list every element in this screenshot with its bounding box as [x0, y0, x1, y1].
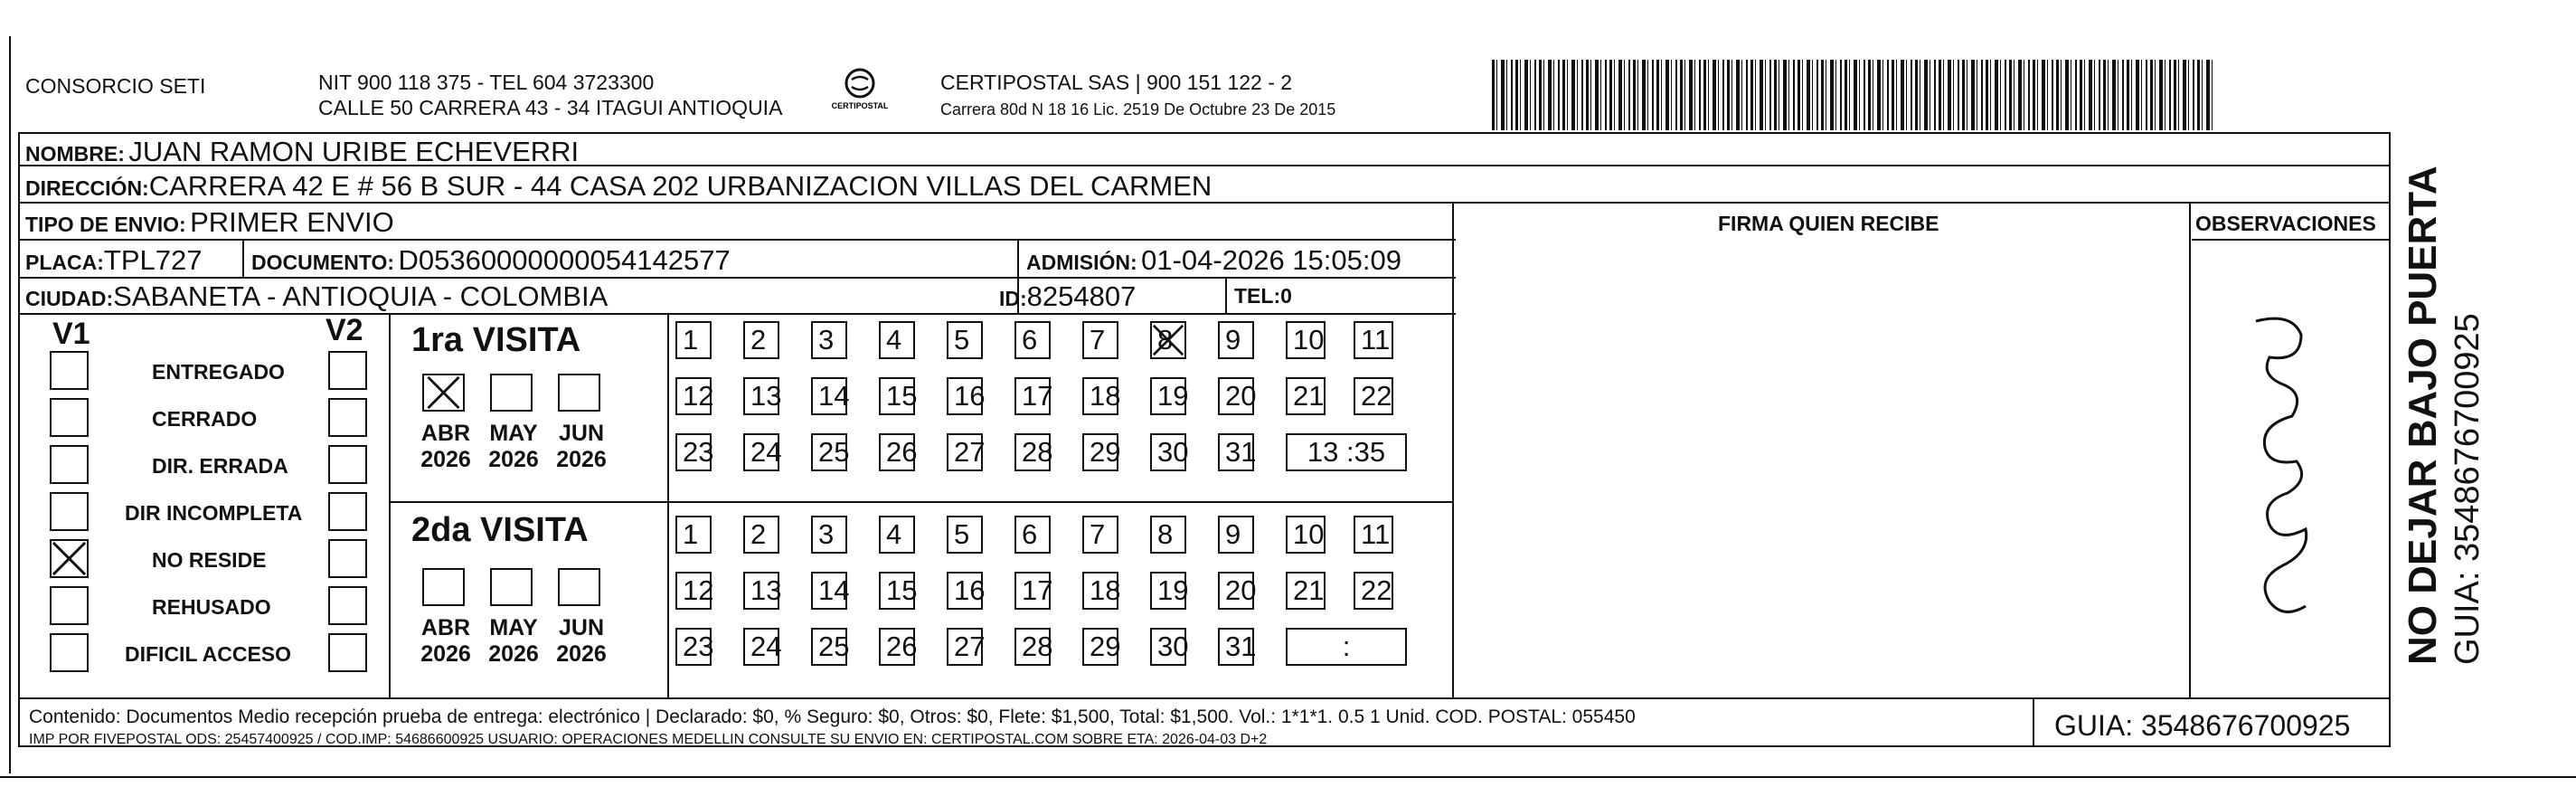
- day-box-28[interactable]: [1014, 433, 1051, 471]
- day-box-13[interactable]: [743, 377, 782, 415]
- day-box-6[interactable]: [1014, 516, 1051, 554]
- v1-checkbox[interactable]: [50, 539, 89, 578]
- day-box-14[interactable]: [811, 377, 850, 415]
- day-box-24[interactable]: [743, 628, 782, 666]
- tel-value: 0: [1280, 284, 1292, 308]
- day-box-25[interactable]: [811, 628, 850, 666]
- day-number: 25: [818, 631, 850, 662]
- day-box-31[interactable]: [1218, 433, 1257, 471]
- day-box-18[interactable]: [1082, 377, 1121, 415]
- day-number: 18: [1090, 380, 1121, 412]
- day-box-25[interactable]: [811, 433, 850, 471]
- status-label: REHUSADO: [152, 595, 271, 619]
- visit1-year-label: 2026: [488, 447, 539, 472]
- day-number: 21: [1293, 574, 1325, 606]
- v1-checkbox[interactable]: [50, 398, 89, 437]
- day-number: 31: [1225, 631, 1257, 662]
- day-box-21[interactable]: [1286, 377, 1326, 415]
- day-box-7[interactable]: [1082, 321, 1118, 359]
- day-box-19[interactable]: [1150, 377, 1189, 415]
- day-number: 28: [1022, 631, 1053, 662]
- admision-row: ADMISIÓN: 01-04-2026 15:05:09: [1026, 244, 1401, 276]
- day-box-8[interactable]: [1150, 516, 1186, 554]
- day-number: 18: [1090, 574, 1121, 606]
- v2-checkbox[interactable]: [328, 445, 367, 484]
- day-box-26[interactable]: [879, 628, 918, 666]
- day-box-21[interactable]: [1286, 572, 1326, 610]
- tel-row: TEL:0: [1234, 284, 1292, 308]
- day-number: 6: [1022, 518, 1038, 550]
- day-box-20[interactable]: [1218, 377, 1257, 415]
- day-number: 3: [818, 518, 835, 550]
- nombre-row: NOMBRE: JUAN RAMON URIBE ECHEVERRI: [25, 136, 580, 167]
- left-border: [9, 36, 11, 773]
- day-number: 29: [1090, 631, 1121, 662]
- day-box-1[interactable]: [675, 516, 712, 554]
- day-box-27[interactable]: [947, 433, 986, 471]
- day-number: 15: [886, 574, 918, 606]
- day-number: 27: [954, 436, 986, 468]
- day-box-10[interactable]: [1286, 516, 1326, 554]
- v2-label: V2: [326, 313, 363, 347]
- day-number: 12: [683, 380, 714, 412]
- day-box-28[interactable]: [1014, 628, 1051, 666]
- day-box-13[interactable]: [743, 572, 782, 610]
- day-box-6[interactable]: [1014, 321, 1051, 359]
- visit1-month-label: ABR: [420, 421, 471, 446]
- day-box-3[interactable]: [811, 321, 847, 359]
- day-number: 24: [750, 436, 782, 468]
- status-label: DIFICIL ACCESO: [125, 642, 292, 666]
- day-number: 26: [886, 631, 918, 662]
- visit2-time-box[interactable]: :: [1286, 628, 1407, 666]
- admision-value: 01-04-2026 15:05:09: [1141, 244, 1401, 276]
- visit2-year-label: 2026: [556, 641, 607, 667]
- day-number: 19: [1157, 380, 1189, 412]
- day-number: 22: [1361, 380, 1392, 412]
- day-box-16[interactable]: [947, 377, 986, 415]
- day-number: 17: [1022, 574, 1053, 606]
- day-box-31[interactable]: [1218, 628, 1257, 666]
- side-warning: NO DEJAR BAJO PUERTA: [2401, 166, 2445, 665]
- day-number: 14: [818, 380, 850, 412]
- documento-value: D05360000000054142577: [398, 244, 731, 276]
- day-number: 13: [750, 380, 782, 412]
- day-box-11[interactable]: [1354, 516, 1393, 554]
- visit2-month-label: MAY: [489, 615, 538, 640]
- day-number: 7: [1090, 518, 1106, 550]
- day-number: 22: [1361, 574, 1392, 606]
- day-number: 3: [818, 324, 835, 356]
- day-number: 5: [954, 518, 970, 550]
- v1-checkbox[interactable]: [50, 445, 89, 484]
- ciudad-row: CIUDAD:SABANETA - ANTIOQUIA - COLOMBIA: [25, 280, 609, 312]
- day-box-3[interactable]: [811, 516, 847, 554]
- observaciones-header: OBSERVACIONES: [2195, 212, 2376, 235]
- day-box-17[interactable]: [1014, 377, 1051, 415]
- visit1-month-label: MAY: [489, 421, 538, 446]
- logo-text: CERTIPOSTAL: [832, 101, 888, 110]
- day-number: 23: [683, 631, 714, 662]
- tipo-row: TIPO DE ENVIO: PRIMER ENVIO: [25, 206, 394, 238]
- day-box-19[interactable]: [1150, 572, 1189, 610]
- v2-checkbox[interactable]: [328, 633, 367, 672]
- day-box-14[interactable]: [811, 572, 850, 610]
- day-number: 25: [818, 436, 850, 468]
- day-box-9[interactable]: [1218, 321, 1254, 359]
- status-label: CERRADO: [152, 407, 258, 431]
- day-box-16[interactable]: [947, 572, 986, 610]
- visit1-time-box[interactable]: 13 :35: [1286, 433, 1407, 471]
- v1-label: V1: [52, 317, 90, 351]
- day-number: 5: [954, 324, 970, 356]
- day-number: 29: [1090, 436, 1121, 468]
- day-number: 11: [1361, 518, 1391, 550]
- day-number: 1: [683, 518, 699, 550]
- footer-line-2: IMP POR FIVEPOSTAL ODS: 25457400925 / COD.IMP: 54686600925 USUARIO: OPERACIONES MEDELLIN CONSULTE SU ENVIO EN: CERTIPOSTAL.COM SOBRE ETA: 2026-04-03 D+2: [29, 732, 1268, 747]
- day-box-11[interactable]: [1354, 321, 1393, 359]
- day-box-23[interactable]: [675, 628, 712, 666]
- day-box-5[interactable]: [947, 321, 983, 359]
- day-number: 17: [1022, 380, 1053, 412]
- documento-row: DOCUMENTO: D05360000000054142577: [251, 244, 731, 276]
- day-number: 13: [750, 574, 782, 606]
- nit-line: NIT 900 118 375 - TEL 604 3723300: [318, 71, 655, 94]
- company-name: CONSORCIO SETI: [25, 74, 206, 98]
- day-number: 27: [954, 631, 986, 662]
- day-number: 24: [750, 631, 782, 662]
- firma-header: FIRMA QUIEN RECIBE: [1718, 212, 1939, 235]
- day-box-15[interactable]: [879, 377, 918, 415]
- visit1-month-checkbox[interactable]: [490, 374, 533, 412]
- day-number: 12: [683, 574, 714, 606]
- day-box-4[interactable]: [879, 516, 915, 554]
- visit2-title: 2da VISITA: [411, 511, 589, 549]
- placa-row: PLACA:TPL727: [25, 244, 203, 276]
- day-box-24[interactable]: [743, 433, 782, 471]
- direccion-value: CARRERA 42 E # 56 B SUR - 44 CASA 202 URBANIZACION VILLAS DEL CARMEN: [148, 170, 1213, 202]
- day-box-2[interactable]: [743, 321, 779, 359]
- license-line: Carrera 80d N 18 16 Lic. 2519 De Octubre 23 De 2015: [940, 100, 1336, 119]
- day-box-8[interactable]: [1150, 321, 1186, 359]
- day-box-4[interactable]: [879, 321, 915, 359]
- status-label: ENTREGADO: [152, 360, 285, 384]
- day-number: 10: [1293, 518, 1325, 550]
- day-number: 30: [1157, 631, 1189, 662]
- day-number: 1: [683, 324, 699, 356]
- day-box-29[interactable]: [1082, 433, 1121, 471]
- v1-checkbox[interactable]: [50, 351, 89, 390]
- side-guia: GUIA: 3548676700925: [2449, 313, 2486, 665]
- direccion-row: DIRECCIÓN:CARRERA 42 E # 56 B SUR - 44 CASA 202 URBANIZACION VILLAS DEL CARMEN: [25, 170, 1213, 202]
- visit1-month-checkbox[interactable]: [422, 374, 465, 412]
- id-value: 8254807: [1026, 280, 1137, 312]
- visit1-year-label: 2026: [556, 447, 607, 472]
- day-box-30[interactable]: [1150, 433, 1189, 471]
- day-number: 21: [1293, 380, 1325, 412]
- tipo-value: PRIMER ENVIO: [190, 206, 394, 238]
- day-box-15[interactable]: [879, 572, 918, 610]
- day-box-18[interactable]: [1082, 572, 1121, 610]
- visit2-year-label: 2026: [420, 641, 471, 667]
- day-box-20[interactable]: [1218, 572, 1257, 610]
- status-label: DIR INCOMPLETA: [125, 501, 303, 525]
- visit2-month-checkbox[interactable]: [558, 568, 600, 606]
- side-label: [2403, 122, 2494, 665]
- day-box-12[interactable]: [675, 572, 712, 610]
- visit2-month-label: JUN: [558, 615, 604, 640]
- v1-checkbox[interactable]: [50, 633, 89, 672]
- day-number: 20: [1225, 574, 1257, 606]
- day-number: 9: [1225, 518, 1241, 550]
- visit2-month-label: ABR: [420, 615, 471, 640]
- day-number: 4: [886, 324, 902, 356]
- day-box-12[interactable]: [675, 377, 712, 415]
- day-box-10[interactable]: [1286, 321, 1326, 359]
- certipostal-line: CERTIPOSTAL SAS | 900 151 122 - 2: [940, 71, 1293, 94]
- v1-checkbox[interactable]: [50, 586, 89, 625]
- day-number: 2: [750, 324, 767, 356]
- v2-checkbox[interactable]: [328, 351, 367, 390]
- id-row: ID:8254807: [999, 280, 1137, 312]
- day-box-22[interactable]: [1354, 572, 1393, 610]
- day-number: 16: [954, 574, 986, 606]
- day-number: 16: [954, 380, 986, 412]
- v2-checkbox[interactable]: [328, 492, 367, 531]
- day-number: 30: [1157, 436, 1189, 468]
- day-box-2[interactable]: [743, 516, 779, 554]
- placa-value: TPL727: [103, 244, 203, 276]
- day-box-26[interactable]: [879, 433, 918, 471]
- day-number: 10: [1293, 324, 1325, 356]
- visit1-year-label: 2026: [420, 447, 471, 472]
- day-number: 28: [1022, 436, 1053, 468]
- day-number: 26: [886, 436, 918, 468]
- footer-guia: GUIA: 3548676700925: [2054, 709, 2351, 742]
- bottom-border: [0, 776, 2576, 778]
- status-label: NO RESIDE: [152, 548, 267, 572]
- signature: [2206, 299, 2360, 633]
- v2-checkbox[interactable]: [328, 586, 367, 625]
- day-number: 6: [1022, 324, 1038, 356]
- day-number: 8: [1157, 518, 1174, 550]
- footer-line-1: Contenido: Documentos Medio recepción prueba de entrega: electrónico | Declarado: $0, % Seguro: $0, Otros: $0, Flete: $1,500, Total: $1,500. Vol.: 1*1*1. 0.5 1 Unid. COD. POSTAL: 055450: [29, 706, 1636, 727]
- day-box-5[interactable]: [947, 516, 983, 554]
- address-line: CALLE 50 CARRERA 43 - 34 ITAGUI ANTIOQUIA: [318, 96, 783, 119]
- day-number: 15: [886, 380, 918, 412]
- v2-checkbox[interactable]: [328, 539, 367, 578]
- day-box-29[interactable]: [1082, 628, 1121, 666]
- visit2-year-label: 2026: [488, 641, 539, 667]
- day-box-7[interactable]: [1082, 516, 1118, 554]
- day-box-30[interactable]: [1150, 628, 1189, 666]
- day-number: 31: [1225, 436, 1257, 468]
- day-number: 14: [818, 574, 850, 606]
- day-box-9[interactable]: [1218, 516, 1254, 554]
- day-number: 11: [1361, 324, 1391, 356]
- visit2-month-checkbox[interactable]: [490, 568, 533, 606]
- day-box-22[interactable]: [1354, 377, 1393, 415]
- day-number: 19: [1157, 574, 1189, 606]
- barcode: [1492, 60, 2215, 130]
- day-box-1[interactable]: [675, 321, 712, 359]
- v1-checkbox[interactable]: [50, 492, 89, 531]
- visit1-month-label: JUN: [558, 421, 604, 446]
- day-box-17[interactable]: [1014, 572, 1051, 610]
- day-number: 4: [886, 518, 902, 550]
- day-number: 7: [1090, 324, 1106, 356]
- certipostal-logo: [832, 65, 888, 121]
- visit1-title: 1ra VISITA: [411, 321, 581, 359]
- day-box-27[interactable]: [947, 628, 986, 666]
- day-number: 2: [750, 518, 767, 550]
- day-number: 8: [1157, 324, 1174, 356]
- visit1-month-checkbox[interactable]: [558, 374, 600, 412]
- visit2-month-checkbox[interactable]: [422, 568, 465, 606]
- ciudad-value: SABANETA - ANTIOQUIA - COLOMBIA: [113, 280, 609, 312]
- day-number: 9: [1225, 324, 1241, 356]
- v2-checkbox[interactable]: [328, 398, 367, 437]
- nombre-value: JUAN RAMON URIBE ECHEVERRI: [128, 136, 580, 167]
- status-label: DIR. ERRADA: [152, 454, 288, 478]
- day-number: 23: [683, 436, 714, 468]
- day-number: 20: [1225, 380, 1257, 412]
- day-box-23[interactable]: [675, 433, 712, 471]
